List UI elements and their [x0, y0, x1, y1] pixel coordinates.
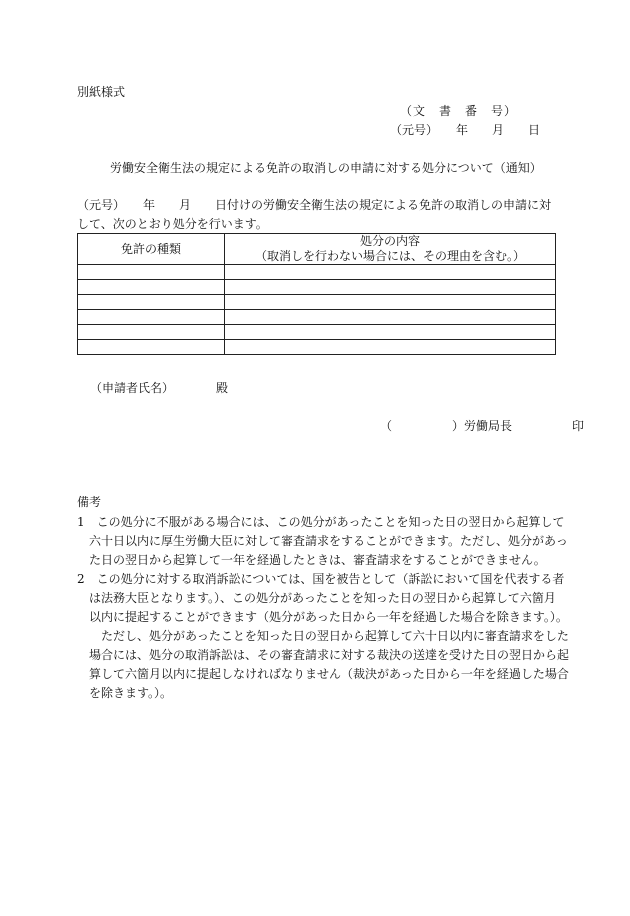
intro-paragraph [77, 196, 557, 234]
remark-line: は法務大臣となります。）、この処分があったことを知った日の翌日から起算して六箇月 [77, 591, 556, 605]
remark-line: た日の翌日から起算して一年を経過したときは、審査請求をすることができません。 [77, 553, 546, 567]
table-row [78, 265, 556, 280]
remark-line: 以内に提起することができます（処分があった日から一年を経過した場合を除きます。）。 [77, 610, 568, 624]
disposition-header-line1: 処分の内容 [359, 234, 420, 248]
table-row [78, 280, 556, 295]
table-cell [78, 280, 225, 295]
remark-line: 1 この処分に不服がある場合には、この処分があったことを知った日の翌日から起算して [77, 515, 565, 529]
form-type-label: 別紙様式 [77, 85, 126, 99]
disposition-header-line2: （取消しを行わない場合には、その理由を含む。） [254, 249, 525, 263]
remark-item-1 [77, 513, 568, 570]
license-type-header: 免許の種類 [78, 234, 225, 265]
intro-line: （元号） 年 月 日付けの労働安全衛生法の規定による免許の取消しの申請に対 [77, 198, 552, 212]
page-title: 労働安全衛生法の規定による免許の取消しの申請に対する処分について（通知） [110, 161, 542, 175]
date-line: （元号） 年 月 日 [390, 123, 541, 137]
remark-line: 2 この処分に対する取消訴訟については、国を被告として（訴訟において国を代表する者 [77, 572, 565, 586]
table-header-row [78, 234, 556, 265]
table-cell [225, 265, 556, 280]
table-cell [225, 295, 556, 310]
table-row [78, 340, 556, 355]
remark-line: 算して六箇月以内に提起しなければなりません（裁決があった日から一年を経過した場合 [77, 667, 569, 681]
remark-line: ただし、処分があったことを知った日の翌日から起算して六十日以内に審査請求をした [77, 629, 569, 643]
remark-line: を除きます。）。 [77, 686, 173, 700]
table-cell [225, 325, 556, 340]
applicant-name-line: （申請者氏名） 殿 [90, 381, 229, 395]
table-cell [225, 310, 556, 325]
table-cell [78, 340, 225, 355]
table-row [78, 325, 556, 340]
table-cell [225, 340, 556, 355]
table-cell [78, 295, 225, 310]
table-cell [225, 280, 556, 295]
table-row [78, 310, 556, 325]
remark-item-2 [77, 570, 568, 627]
table-cell [78, 310, 225, 325]
remark-line: 六十日以内に厚生労働大臣に対して審査請求をすることができます。ただし、処分があっ [77, 534, 568, 548]
disposition-table [77, 233, 556, 355]
table-cell [78, 325, 225, 340]
remark-item-2-proviso [77, 627, 570, 703]
remarks-title: 備考 [77, 495, 102, 509]
document-number: （文 書 番 号） [400, 104, 518, 118]
labor-bureau-chief-line: （ ）労働局長 印 [380, 419, 585, 433]
table-row [78, 295, 556, 310]
remark-line: 場合には、処分の取消訴訟は、その審査請求に対する裁決の送達を受けた日の翌日から起 [77, 648, 570, 662]
intro-line: して、次のとおり処分を行います。 [77, 217, 268, 231]
disposition-content-header [225, 234, 556, 265]
table-cell [78, 265, 225, 280]
